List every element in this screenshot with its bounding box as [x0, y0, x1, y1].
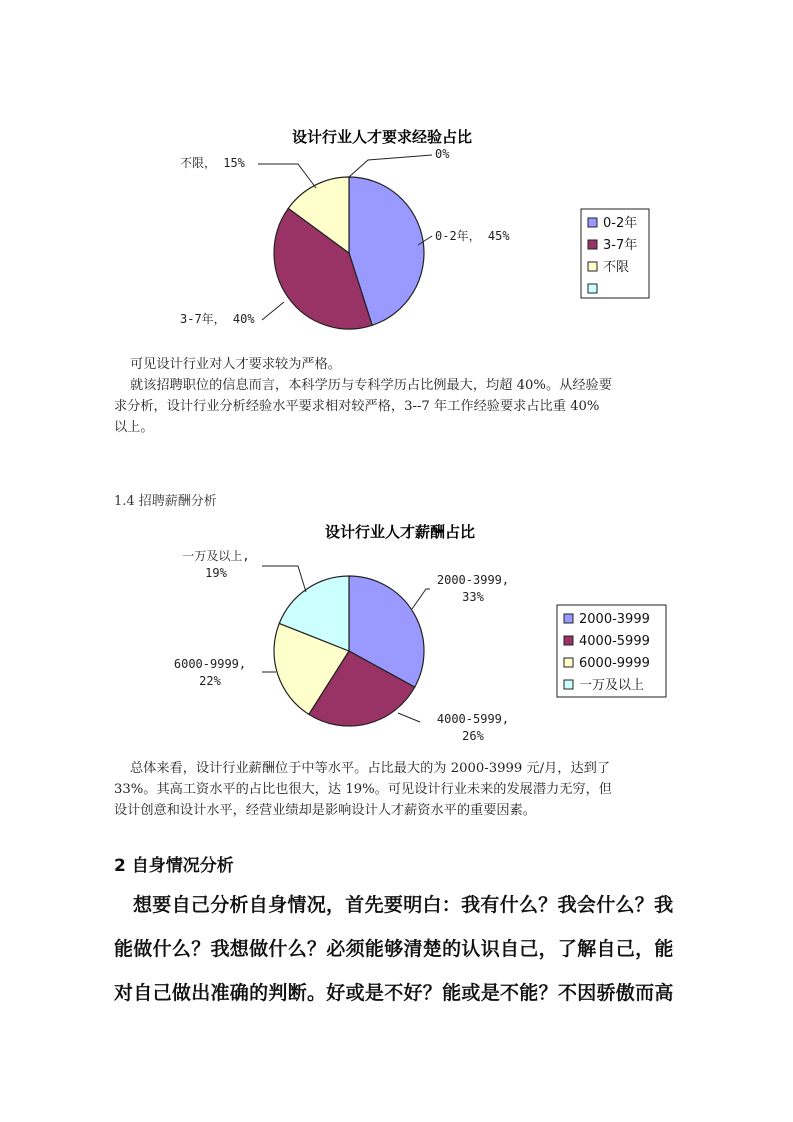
chart1-slices	[274, 177, 424, 329]
leader-line	[349, 155, 432, 177]
paragraph-2-line1: 就该招聘职位的信息而言，本科学历与专科学历占比例最大，均超 40%。从经验要	[130, 378, 612, 393]
chart2-slice-label-1: 4000-5999, 26%	[436, 712, 510, 743]
chart2-title: 设计行业人才薪酬占比	[324, 523, 476, 541]
leader-line	[412, 589, 430, 609]
leader-line	[398, 713, 420, 722]
paragraph-3-line1: 总体来看，设计行业薪酬位于中等水平。占比最大的为 2000-3999 元/月，达到了	[130, 761, 611, 776]
chart1-slice-label-3: 0%	[435, 147, 450, 161]
paragraph-1: 可见设计行业对人才要求较为严格。	[130, 357, 341, 372]
chart2-legend-swatch-0	[564, 614, 573, 623]
chart2-legend-swatch-3	[564, 680, 573, 689]
section-1-4-heading: 1.4 招聘薪酬分析	[114, 494, 217, 509]
chart1-legend-swatch-2	[588, 262, 597, 271]
chart2-legend-label-2: 6000-9999	[579, 656, 650, 671]
chart2-legend-label-0: 2000-3999	[579, 612, 650, 627]
chart1-legend-label-1: 3-7年	[603, 238, 638, 253]
chart2-slice-label-3: 一万及以上, 19%	[182, 549, 250, 580]
chart1-legend	[581, 209, 649, 298]
chart1-legend-swatch-1	[588, 240, 597, 249]
chart2-legend-swatch-2	[564, 658, 573, 667]
leader-line	[262, 302, 284, 320]
chart1-title: 设计行业人才要求经验占比	[291, 128, 473, 146]
paragraph-3-line3: 设计创意和设计水平，经营业绩却是影响设计人才薪资水平的重要因素。	[114, 803, 536, 818]
chart2-legend-swatch-1	[564, 636, 573, 645]
chart1-slice-label-2: 不限， 15%	[180, 156, 245, 170]
chart1-slice-label-1: 3-7年， 40%	[180, 312, 255, 326]
leader-line	[258, 164, 316, 188]
paragraph-3-line2: 33%。其高工资水平的占比也很大，达 19%。可见设计行业未来的发展潜力无穷，但	[114, 782, 612, 797]
paragraph-2-line2: 求分析，设计行业分析经验水平要求相对较严格，3--7 年工作经验要求占比重 40%	[114, 399, 600, 414]
chart1-slice-label-0: 0-2年， 45%	[435, 229, 510, 243]
chart2-legend-label-3: 一万及以上	[579, 678, 645, 693]
bold-paragraph-line1: 想要自己分析自身情况，首先要明白：我有什么？我会什么？我	[133, 894, 674, 916]
chart2-legend-label-1: 4000-5999	[579, 634, 650, 649]
chart2-slices	[274, 576, 424, 726]
chart2-slice-label-0: 2000-3999, 33%	[436, 573, 510, 604]
chart1-legend-swatch-3	[588, 284, 597, 293]
chart2-slice-label-2: 6000-9999, 22%	[173, 657, 247, 688]
bold-paragraph-line2: 能做什么？我想做什么？必须能够清楚的认识自己，了解自己，能	[114, 938, 674, 960]
chart1-legend-swatch-0	[588, 218, 597, 227]
section-2-heading: 2 自身情况分析	[114, 856, 234, 876]
paragraph-2-line3: 以上。	[114, 420, 154, 435]
chart2-legend	[557, 605, 666, 697]
chart1-legend-label-2: 不限	[603, 260, 630, 275]
leader-line	[262, 566, 306, 592]
bold-paragraph-line3: 对自己做出准确的判断。好或是不好？能或是不能？不因骄傲而高	[114, 982, 674, 1004]
chart1-legend-label-0: 0-2年	[603, 216, 638, 231]
